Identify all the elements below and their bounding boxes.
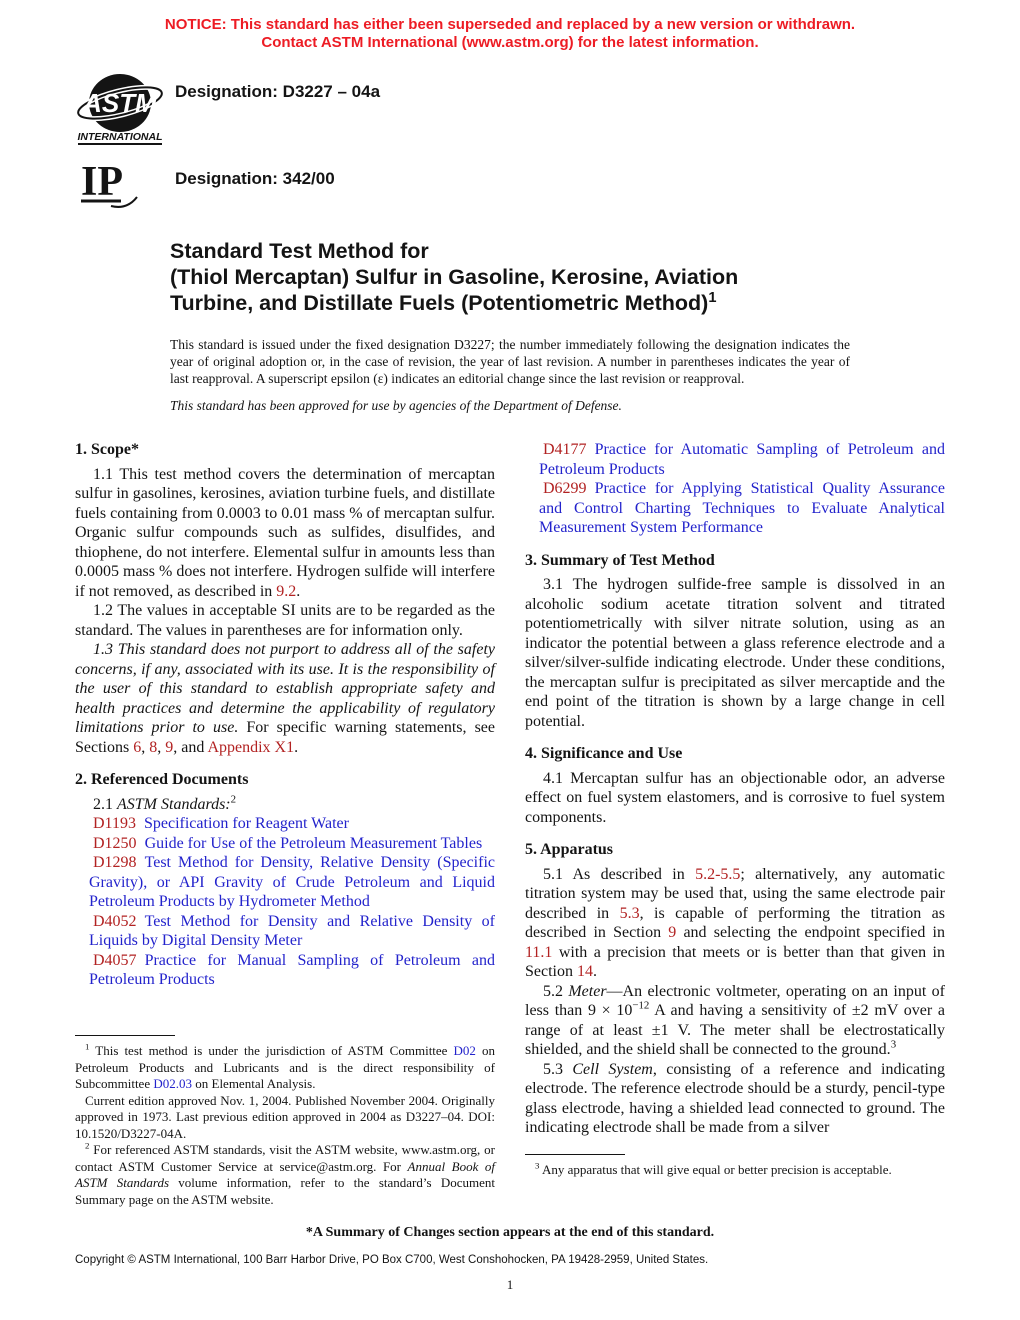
title-footnote-marker: 1 [708,289,717,306]
ref-link-section-14[interactable]: 14 [577,963,593,980]
standard-code-link-d4052[interactable]: D4052 [93,912,137,930]
referenced-standard-item [75,912,495,951]
standard-title-link-d1193[interactable]: Specification for Reagent Water [143,815,349,832]
sep: , [157,738,166,756]
footnote-edition: Current edition approved Nov. 1, 2004. Published November 2004. Originally approved in 1973. Last previous edition approved in 2004 as D3227–04. DOI: 10.1520/D3227-04A. [75,1092,495,1141]
astm-logo-text: ASTM [83,88,157,118]
astm-international-label: INTERNATIONAL [77,131,163,143]
standard-title-link-d6299[interactable]: Practice for Applying Statistical Quality Assurance and Control Charting Techniques to Evaluate Analytical Measurement System Performance [539,480,945,536]
notice-line-2: Contact ASTM International (www.astm.org) for the latest information. [261,34,759,51]
footnote-3-text: Any apparatus that will give equal or better precision is acceptable. [539,1161,892,1177]
referenced-standard-item [75,951,495,990]
ref-link-appendix-x1[interactable]: Appendix X1 [207,738,295,756]
footnote-2-marker: 2 [230,793,237,806]
referenced-standard-item [525,479,945,538]
exponent: −12 [632,999,650,1012]
ref-link-section-6[interactable]: 6 [133,738,142,756]
footnote-1-text: on Petroleum Products and Lubricants and is the direct responsibility of Subcommittee [75,1043,495,1091]
standard-code-link-d1298[interactable]: D1298 [93,854,137,871]
footnote-2 [75,1142,495,1208]
ip-logo-cell [75,161,175,214]
column-right [525,440,945,1208]
para-5-1-text: 5.1 As described in [543,865,696,883]
ref-link-section-8[interactable]: 8 [149,738,158,756]
standard-title-link-d1250[interactable]: Guide for Use of the Petroleum Measurement Tables [144,834,483,852]
referenced-standard-item [525,440,945,479]
para-5-2-text: —An electronic voltmeter, operating on an input of less than 9 × 10 [525,982,945,1019]
standard-code-link-d4057[interactable]: D4057 [93,951,137,969]
para-5-1-text: and selecting the endpoint specified in [676,924,945,941]
referenced-standard-item [75,814,495,834]
para-1-1-text: 1.1 This test method covers the determination of mercaptan sulfur in gasolines, kerosines, aviation turbine fuels, and distillate fuels containing from 0.0003 to 0.01 mass % of mercaptan sulfur. Organic sulfur compounds such as sulfides, disulfides, and thiophene, do not interfere. Elemental sulfur in amounts less than 0.0005 mass % does not interfere. Hydrogen sulfide will interfere if not removed, as described in [75,465,495,600]
issuance-note: This standard is issued under the fixed designation D3227; the number immediately following the designation indicates the year of original adoption or, in the case of revision, the year of last revision. A number in parentheses indicates the year of last reapproval. A superscript epsilon (ε) indicates an editorial change since the last revision or reapproval. [170,337,850,386]
standard-title-link-d4057[interactable]: Practice for Manual Sampling of Petroleum and Petroleum Products [89,951,495,988]
ip-designation: Designation: 342/00 [175,169,335,188]
doc-title-line-3 [170,290,945,316]
doc-title-line-2: (Thiol Mercaptan) Sulfur in Gasoline, Kerosine, Aviation [170,265,739,289]
para-5-3-term: Cell System [572,1060,653,1078]
para-1-3-italic: 1.3 This standard does not purport to address all of the safety concerns, if any, associated with its use. It is the responsibility of the user of this standard to establish appropriate safety and health practices and determine the applicability of regulatory limitations prior to use. [75,641,495,736]
page-number: 1 [506,1277,514,1292]
sep: , and [173,738,208,756]
ip-logo [75,161,141,209]
summary-of-changes-note: *A Summary of Changes section appears at the end of this standard. [305,1225,715,1240]
ref-link-section-9b[interactable]: 9 [668,924,677,941]
para-1-2: 1.2 The values in acceptable SI units are to be regarded as the standard. The values in parentheses are for information only. [75,602,495,639]
astm-logo [75,72,165,148]
footnote-1-text: on Elemental Analysis. [192,1076,316,1091]
doc-title-line-3-text: Turbine, and Distillate Fuels (Potentiometric Method) [170,291,709,315]
para-5-2 [525,982,945,1060]
footnote-2-text: volume information, refer to the standard’s Document Summary page on the ASTM website. [75,1175,495,1207]
para-1-1 [75,465,495,602]
doc-title [170,238,945,316]
ref-link-section-9[interactable]: 9 [165,738,174,756]
notice-line-1: NOTICE: This standard has either been superseded and replaced by a new version or withdrawn. [164,16,856,33]
para-2-1-title: ASTM Standards: [117,795,231,813]
notice-banner [0,16,1020,52]
para-5-2-num: 5.2 [543,982,569,1000]
para-3-1: 3.1 The hydrogen sulfide-free sample is dissolved in an alcoholic sodium acetate titration solvent and titrated potentiometrically with silver nitrate solution, using as an indicator the potential between a glass reference electrode and a silver/silver-sulfide indicating electrode. Under these conditions, the mercaptan sulfur is precipitated as silver mercaptide and the end point of the titration is shown by a large change in cell potential. [525,576,945,730]
footnotes-right [525,1154,945,1179]
footnote-2-text: For referenced ASTM standards, visit the ASTM website, www.astm.org, or contact ASTM Customer Service at service@astm.org. For [75,1142,495,1174]
astm-designation: Designation: D3227 – 04a [175,82,381,101]
standard-title-link-d4177[interactable]: Practice for Automatic Sampling of Petroleum and Petroleum Products [539,441,945,478]
para-2-1-num: 2.1 [93,795,117,813]
body-columns [75,440,945,1208]
para-5-3-text: , consisting of a reference and indicating electrode. The reference electrode should be a sturdy, pencil-type glass electrode, having a shielded lead connected to ground. The indicating electrode shall be made from a silver [525,1060,945,1136]
footnote-divider [525,1154,625,1155]
astm-designation-row [75,72,1020,153]
footnote-divider [75,1035,175,1036]
para-1-1-end: . [296,582,301,600]
footnote-3 [525,1162,945,1179]
para-1-3 [75,640,495,757]
ip-designation-row [75,161,1020,214]
sep: , [141,738,150,756]
para-5-1-text: ; alternatively, any automatic titration system may be used that, using the same electrode pair described in [525,865,945,922]
footnote-2-book-title: Annual Book of ASTM Standards [75,1158,495,1190]
ref-link-5-3[interactable]: 5.3 [619,904,640,922]
footnote-2-sup: 2 [85,1140,90,1151]
footnote-1-text: This test method is under the jurisdiction of ASTM Committee [89,1043,454,1058]
committee-link-d02[interactable]: D02 [453,1043,476,1058]
masthead [75,72,1020,214]
section-heading-referenced-documents: 2. Referenced Documents [75,771,249,788]
para-5-1 [525,865,945,982]
doc-title-line-1: Standard Test Method for [170,239,429,263]
astm-logo-cell [75,72,175,153]
para-5-1-text: . [593,963,597,980]
standard-code-link-d1250[interactable]: D1250 [93,834,137,852]
para-1-3-warning: For specific warning statements, see Sections [75,719,495,756]
standard-code-link-d4177[interactable]: D4177 [543,441,587,458]
section-heading-summary: 3. Summary of Test Method [525,551,715,569]
para-5-3 [525,1060,945,1138]
section-heading-apparatus: 5. Apparatus [525,841,614,858]
copyright-notice: Copyright © ASTM International, 100 Barr Harbor Drive, PO Box C700, West Conshohocken, PA 19428-2959, United States. [75,1254,709,1266]
footnote-3-marker: 3 [890,1038,897,1051]
referenced-standard-item [75,834,495,854]
para-4-1: 4.1 Mercaptan sulfur has an objectionable odor, an adverse effect on fuel system elastomers, and is corrosive to fuel system components. [525,769,945,826]
footnote-1-marker: 1 [85,1041,90,1052]
dod-approval-note: This standard has been approved for use by agencies of the Department of Defense. [170,398,622,413]
standard-code-link-d6299[interactable]: D6299 [543,480,587,497]
para-2-1 [75,795,495,815]
referenced-standard-item [75,853,495,912]
footnote-1 [75,1043,495,1093]
subcommittee-link-d02-03[interactable]: D02.03 [153,1076,192,1091]
ip-logo-text: IP [81,161,123,205]
section-heading-significance: 4. Significance and Use [525,745,683,762]
ref-link-9-2[interactable]: 9.2 [276,582,297,600]
footnote-3-sup: 3 [535,1160,540,1171]
section-heading-scope: 1. Scope* [75,441,139,458]
standard-title-link-d4052[interactable]: Test Method for Density and Relative Density of Liquids by Digital Density Meter [89,912,495,949]
ref-link-5-2-5-5[interactable]: 5.2-5.5 [695,865,741,883]
sep: . [294,738,299,756]
para-5-1-text: with a precision that meets or is better than that given in Section [525,943,945,980]
para-5-2-term: Meter [568,982,607,1000]
standard-code-link-d1193[interactable]: D1193 [93,815,136,832]
footnotes-left [75,1035,495,1208]
para-5-3-num: 5.3 [543,1060,573,1078]
column-left [75,440,495,1208]
para-5-1-text: , is capable of performing the titration as described in Section [525,904,946,941]
para-5-2-text: A and having a sensitivity of ±2 mV over a range of at least ±1 V. The meter shall be electrostatically shielded, and the shield shall be connected to the ground. [525,1002,945,1058]
standard-title-link-d1298[interactable]: Test Method for Density, Relative Density (Specific Gravity), or API Gravity of Crude Petroleum and Liquid Petroleum Products by Hydrometer Method [89,854,495,910]
ref-link-11-1[interactable]: 11.1 [525,943,553,961]
